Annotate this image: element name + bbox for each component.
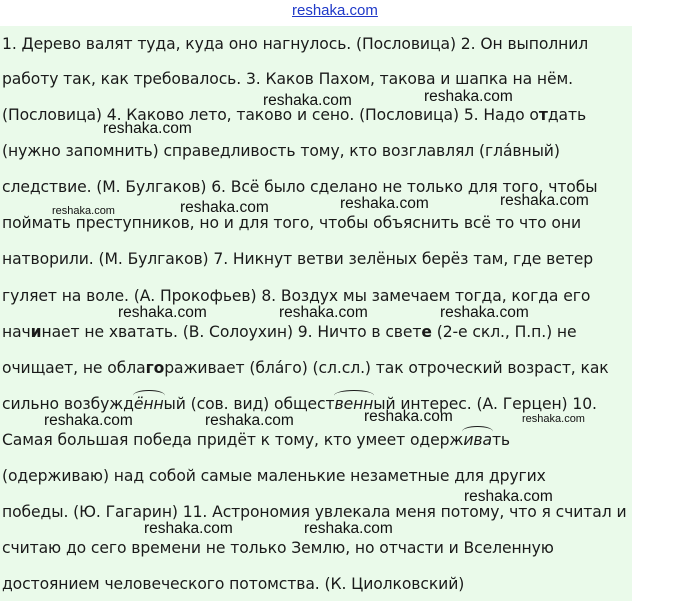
text-line: 1. Дерево валят туда, куда оно нагнулось. (Пословица) 2. Он выполнил — [2, 35, 589, 53]
watermark: reshaka.com — [144, 520, 233, 537]
watermark: reshaka.com — [424, 88, 513, 105]
text-line: сильно возбуждённый (сов. вид) общественный интерес. (А. Герцен) 10. — [2, 395, 597, 413]
watermark: reshaka.com — [340, 195, 429, 212]
text-line: (нужно запомнить) справедливость тому, кто возглавлял (гла́вный) — [2, 142, 560, 160]
watermark: reshaka.com — [364, 408, 453, 425]
site-watermark-link[interactable]: reshaka.com — [292, 2, 378, 19]
text-line: достоянием человеческого потомства. (К. Циолковский) — [2, 575, 465, 593]
text-line: считаю до сего времени не только Землю, но отчасти и Вселенную — [2, 539, 554, 557]
text-line: очищает, не облагораживает (бла́го) (сл.сл.) так отроческий возраст, как — [2, 359, 609, 377]
watermark: reshaka.com — [205, 412, 294, 429]
watermark: reshaka.com — [180, 199, 269, 216]
morpheme-arc: ённ — [133, 395, 164, 413]
text-line: поймать преступников, но и для того, чтобы объяснить всё то что они — [2, 214, 581, 232]
morpheme-arc: ива — [463, 431, 492, 449]
text-line: (одерживаю) над собой самые маленькие незаметные для других — [2, 467, 546, 485]
watermark: reshaka.com — [263, 92, 352, 109]
text-line: начинает не хватать. (В. Солоухин) 9. Ничто в свете (2-е скл., П.п.) не — [2, 323, 577, 341]
watermark: reshaka.com — [522, 413, 585, 425]
watermark: reshaka.com — [52, 205, 115, 217]
watermark: reshaka.com — [500, 192, 589, 209]
morpheme-arc: венн — [334, 395, 374, 413]
watermark: reshaka.com — [464, 488, 553, 505]
text-line: гуляет на воле. (А. Прокофьев) 8. Воздух мы замечаем тогда, когда его — [2, 287, 591, 305]
watermark: reshaka.com — [304, 520, 393, 537]
text-line: Самая большая победа придёт к тому, кто умеет одерживать — [2, 431, 511, 449]
text-line: (Пословица) 4. Каково лето, таково и сено. (Пословица) 5. Надо отдать — [2, 106, 587, 124]
watermark: reshaka.com — [118, 304, 207, 321]
watermark: reshaka.com — [440, 304, 529, 321]
text-line: работу так, как требовалось. 3. Каков Пахом, такова и шапка на нём. — [2, 70, 574, 88]
text-line: следствие. (М. Булгаков) 6. Всё было сделано не только для того, чтобы — [2, 178, 598, 196]
watermark: reshaka.com — [103, 120, 192, 137]
watermark: reshaka.com — [279, 304, 368, 321]
text-line: натворили. (М. Булгаков) 7. Никнут ветви зелёных берёз там, где ветер — [2, 250, 594, 268]
watermark: reshaka.com — [44, 412, 133, 429]
text-line: победы. (Ю. Гагарин) 11. Астрономия увлекала меня потому, что я считал и — [2, 503, 627, 521]
